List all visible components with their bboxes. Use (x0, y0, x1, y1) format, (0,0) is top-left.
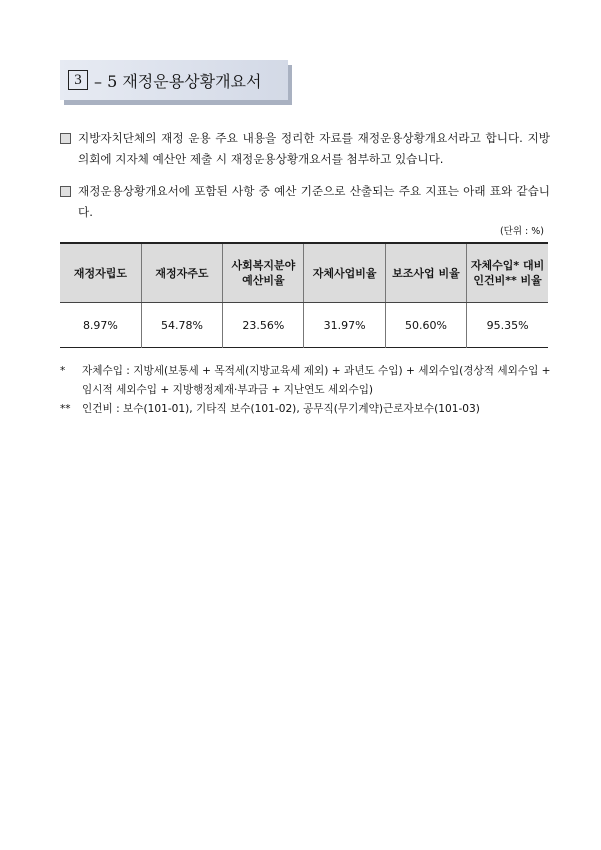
header-fiscal-independence: 재정자립도 (60, 243, 141, 303)
table-cell: 23.56% (223, 303, 304, 348)
table-cell: 31.97% (304, 303, 385, 348)
section-number: 3 (68, 70, 88, 90)
section-title: – 5 재정운용상황개요서 (94, 71, 262, 91)
table-row (60, 303, 548, 348)
table-cell: 50.60% (385, 303, 466, 348)
header-subsidy-project-ratio: 보조사업 비율 (385, 243, 466, 303)
square-bullet-icon (60, 186, 71, 197)
header-own-project-ratio: 자체사업비율 (304, 243, 385, 303)
paragraph-text: 재정운용상황개요서에 포함된 사항 중 예산 기준으로 산출되는 주요 지표는 아래 표와 같습니다. (78, 184, 550, 219)
header-fiscal-autonomy: 재정자주도 (141, 243, 222, 303)
footnote-personnel-cost (60, 400, 560, 419)
table-cell: 95.35% (467, 303, 548, 348)
header-personnel-cost-ratio: 자체수입* 대비 인건비** 비율 (467, 243, 548, 303)
indicator-table (60, 242, 548, 348)
footnote-mark: * (60, 365, 66, 377)
table-cell: 8.97% (60, 303, 141, 348)
unit-label: (단위 : %) (499, 226, 544, 237)
table-header-row (60, 243, 548, 303)
section-title-box (60, 60, 288, 100)
paragraph-text: 지방자치단체의 재정 운용 주요 내용을 정리한 자료를 재정운용상황개요서라고 합니다. 지방의회에 지자체 예산안 제출 시 재정운용상황개요서를 첨부하고 있습니다. (78, 131, 550, 166)
footnote-text: 자체수입 : 지방세(보통세 + 목적세(지방교육세 제외) + 과년도 수입) + 세외수입(경상적 세외수입 + 임시적 세외수입 + 지방행정제재·부과금 + 지난연도 세외수입) (82, 365, 551, 396)
footnote-text: 인건비 : 보수(101-01), 기타직 보수(101-02), 공무직(무기계약)근로자보수(101-03) (82, 403, 480, 415)
footnote-own-revenue (60, 362, 560, 400)
square-bullet-icon (60, 133, 71, 144)
table-cell: 54.78% (141, 303, 222, 348)
footnotes (60, 362, 560, 419)
paragraph-indicators (60, 181, 550, 223)
paragraph-definition (60, 128, 550, 170)
header-social-welfare-ratio: 사회복지분야 예산비율 (223, 243, 304, 303)
footnote-mark: ** (60, 403, 71, 415)
